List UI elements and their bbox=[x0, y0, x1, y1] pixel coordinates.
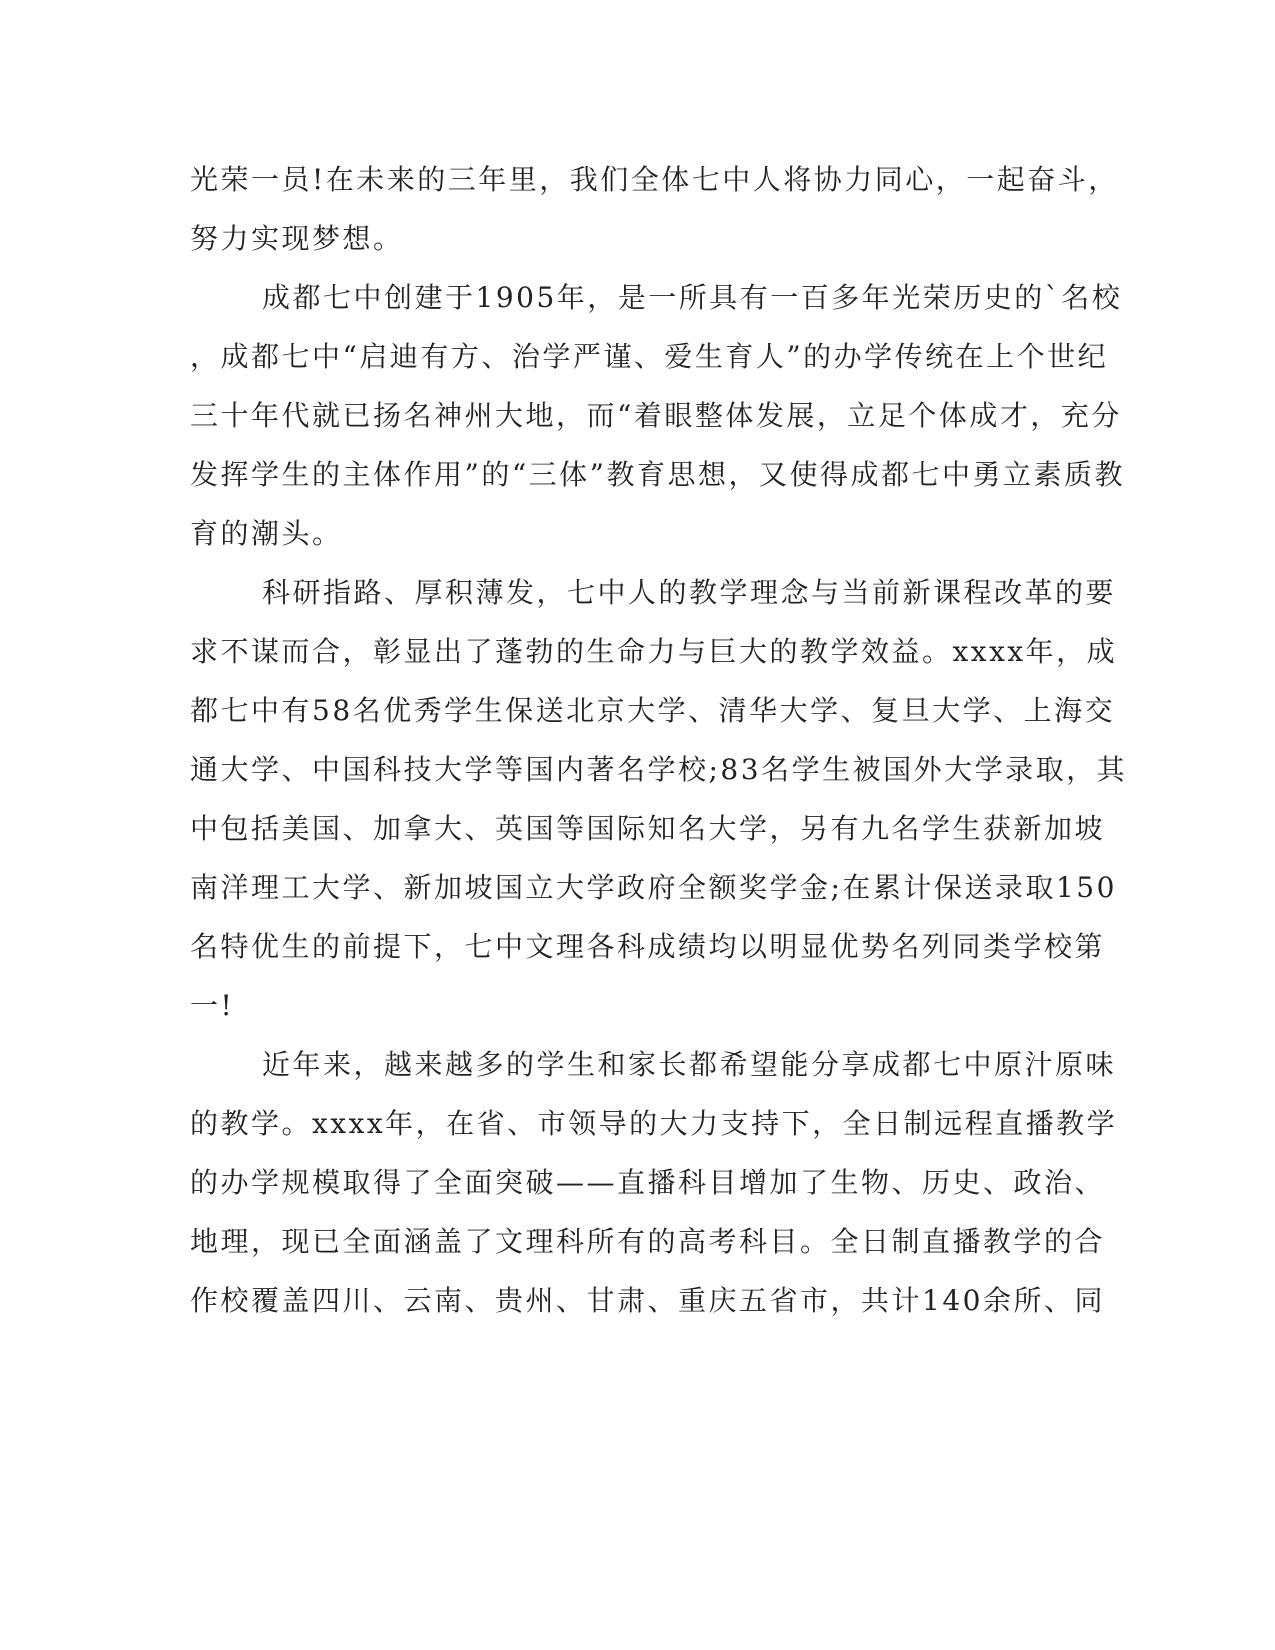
text-line: 育的潮头。 bbox=[190, 517, 343, 550]
text-line: 努力实现梦想。 bbox=[190, 222, 404, 255]
text-line: 光荣一员!在未来的三年里，我们全体七中人将协力同心，一起奋斗， bbox=[190, 163, 1119, 196]
paragraph-first-line: 科研指路、厚积薄发，七中人的教学理念与当前新课程改革的要 bbox=[262, 576, 1117, 609]
text-line: 名特优生的前提下，七中文理各科成绩均以明显优势名列同类学校第 bbox=[190, 930, 1106, 963]
text-line: 通大学、中国科技大学等国内著名学校;83名学生被国外大学录取，其 bbox=[190, 753, 1128, 786]
text-line: 求不谋而合，彰显出了蓬勃的生命力与巨大的教学效益。xxxx年，成 bbox=[190, 635, 1118, 668]
paragraph-first-line: 近年来，越来越多的学生和家长都希望能分享成都七中原汁原味 bbox=[262, 1048, 1117, 1081]
text-line: 南洋理工大学、新加坡国立大学政府全额奖学金;在累计保送录取150 bbox=[190, 871, 1117, 904]
text-line: 的教学。xxxx年，在省、市领导的大力支持下，全日制远程直播教学 bbox=[190, 1107, 1118, 1140]
text-line: 都七中有58名优秀学生保送北京大学、清华大学、复旦大学、上海交 bbox=[190, 694, 1116, 727]
text-line: 作校覆盖四川、云南、贵州、甘肃、重庆五省市，共计140余所、同 bbox=[190, 1284, 1105, 1317]
paragraph-first-line: 成都七中创建于1905年，是一所具有一百多年光荣历史的`名校 bbox=[262, 281, 1123, 314]
text-line: 发挥学生的主体作用”的“三体”教育思想，又使得成都七中勇立素质教 bbox=[190, 458, 1125, 491]
text-line: 中包括美国、加拿大、英国等国际知名大学，另有九名学生获新加坡 bbox=[190, 812, 1106, 845]
text-line: 一! bbox=[190, 989, 235, 1022]
text-line: ，成都七中“启迪有方、治学严谨、爱生育人”的办学传统在上个世纪 bbox=[190, 340, 1109, 373]
text-line: 的办学规模取得了全面突破——直播科目增加了生物、历史、政治、 bbox=[190, 1166, 1106, 1199]
text-line: 地理，现已全面涵盖了文理科所有的高考科目。全日制直播教学的合 bbox=[190, 1225, 1106, 1258]
text-line: 三十年代就已扬名神州大地，而“着眼整体发展，立足个体成才，充分 bbox=[190, 399, 1122, 432]
